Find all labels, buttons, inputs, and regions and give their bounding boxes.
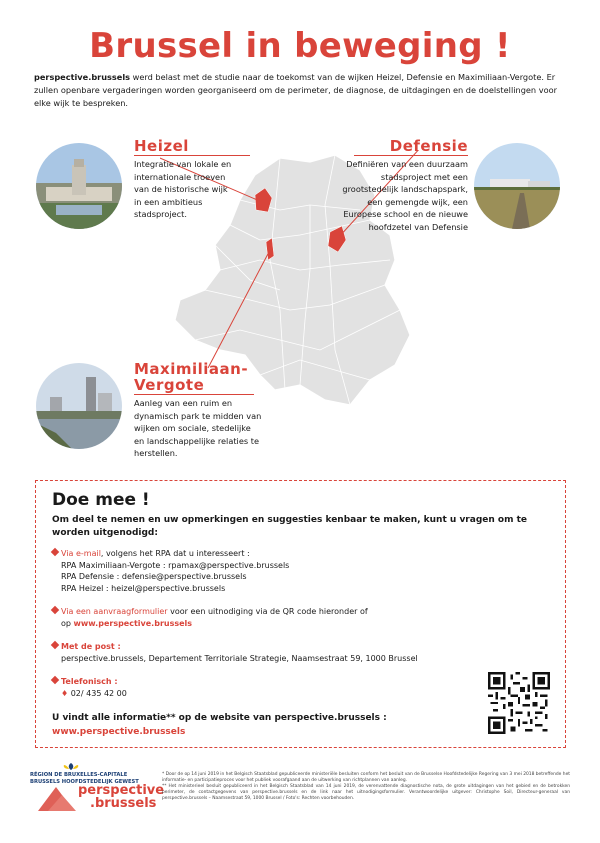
perspective-logo <box>38 783 165 819</box>
maximiliaan-text: Aanleg van een ruim en dynamisch park te midden van wijken om sociale, stedelijke en landschappelijke relaties te herstellen. <box>134 398 262 458</box>
form-text-prefix: op <box>61 618 74 628</box>
post-label: Met de post : <box>61 642 121 651</box>
phone-label: Telefonisch : <box>61 677 118 686</box>
region-nl: BRUSSELS HOOFDSTEDELIJK GEWEST <box>30 778 139 785</box>
intro-paragraph <box>34 71 570 110</box>
post-address: perspective.brussels, Departement Territoriale Strategie, Naamsestraat 59, 1000 Brussel <box>61 653 418 663</box>
heizel-photo <box>36 143 122 229</box>
maximiliaan-title-line1: Maximiliaan- <box>134 360 249 378</box>
form-label[interactable]: Via een aanvraagformulier <box>61 607 168 616</box>
email-heizel[interactable]: RPA Heizel : heizel@perspective.brussels <box>61 583 226 593</box>
email-defensie[interactable]: RPA Defensie : defensie@perspective.brussels <box>61 572 247 581</box>
defensie-title: Defensie <box>389 137 468 155</box>
heizel-title: Heizel <box>134 137 189 155</box>
defensie-text: Definiëren van een duurzaam stadsproject met een grootstedelijk landschapspark, een gemengde wijk, een Europese school en de nieuwe hoofdzetel van Defensie <box>342 159 468 232</box>
email-rpamax[interactable]: RPA Maximiliaan-Vergote : rpamax@perspective.brussels <box>61 560 290 570</box>
heizel-text: Integratie van lokale en internationale troeven van de historische wijk in een ambitieus stadsproject. <box>134 159 232 219</box>
website-url-link[interactable]: www.perspective.brussels <box>52 727 186 737</box>
bullet-icon <box>51 676 59 684</box>
maximiliaan-title <box>134 361 248 393</box>
intro-bold: perspective.brussels <box>34 72 131 82</box>
logo-line2: .brussels <box>90 796 157 811</box>
phone-icon: ♦ <box>61 688 69 698</box>
qr-code-icon[interactable] <box>488 672 550 734</box>
form-text: voor een uitnodiging via de QR code hieronder of <box>167 607 368 616</box>
defensie-underline <box>354 155 468 156</box>
post-item <box>52 641 418 664</box>
website-line: U vindt alle informatie** op de website van perspective.brussels : <box>52 713 387 723</box>
logo-line1: perspective <box>78 783 165 798</box>
intro-text: werd belast met de studie naar de toekomst van de wijken Heizel, Defensie en Maximiliaan-Vergote. Er zullen openbare vergaderingen worden georganiseerd om de perimeter, de diagnose, de uitdagingen en de doelstellingen voor elke wijk te bespreken. <box>34 72 557 108</box>
bullet-icon <box>51 606 59 614</box>
page-title: Brussel in beweging ! <box>89 26 511 66</box>
footnotes <box>162 772 570 802</box>
region-fr: RÉGION DE BRUXELLES-CAPITALE <box>30 772 128 778</box>
maximiliaan-underline <box>134 394 254 395</box>
maximiliaan-title-line2: Vergote <box>134 376 205 394</box>
email-text: , volgens het RPA dat u interesseert : <box>100 549 250 558</box>
participate-title: Doe mee ! <box>52 490 150 510</box>
footnote-2: ** Het ministerieel besluit gepubliceerd in het Belgisch Staatsblad van 14 juni 2019, de verenvattende diagnostische nota, de grote uitdagingen van het gebied en de betrokken perimeter, de contactgegevens van perspective.brussels en de link naar het uitnodigingsformulier. Verantwoordelijke uitgever: Christophe Soil, Directeur-generaal van perspective.brussels – Naamsestraat 59, 1000 Brussel / Foto's: Rechten voorbehouden. <box>162 784 570 801</box>
defensie-photo <box>474 143 560 229</box>
participate-subtitle: Om deel te nemen en uw opmerkingen en suggesties kenbaar te maken, kunt u vragen om te worden uitgenodigd: <box>52 515 528 538</box>
phone-number[interactable]: 02/ 435 42 00 <box>70 688 127 698</box>
email-item <box>52 548 289 594</box>
form-url-link[interactable]: www.perspective.brussels <box>73 618 193 628</box>
heizel-underline <box>134 155 250 156</box>
iris-icon <box>60 762 82 771</box>
phone-item <box>52 676 127 699</box>
footnote-1: * Door de op 14 juni 2019 in het Belgisch Staatsblad gepubliceerde ministeriële besluiten conform het besluit van de Brusselse Hoofdstedelijke Regering van 3 mei 2018 betreffende het informatie- en participatieproces voor het publiek voorafgaand aan de uitwerking van richtplannen van aanleg. <box>162 772 570 783</box>
bullet-icon <box>51 641 59 649</box>
maximiliaan-photo <box>36 363 122 449</box>
form-item <box>52 606 368 629</box>
bullet-icon <box>51 548 59 556</box>
email-label: Via e-mail <box>61 549 101 558</box>
region-logo <box>30 762 150 785</box>
